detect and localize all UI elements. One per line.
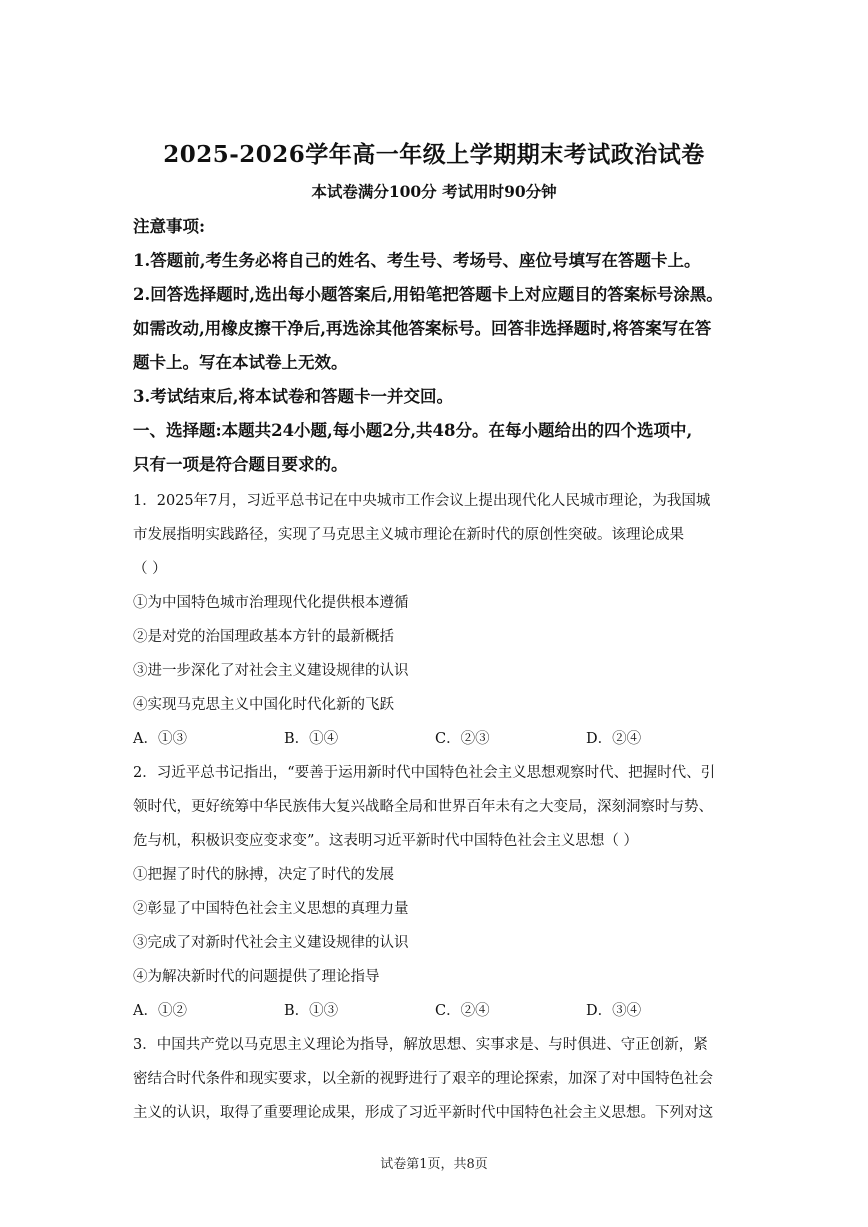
section-heading-line: 一、选择题:本题共24小题,每小题2分,共48分。在每小题给出的四个选项中, xyxy=(133,421,693,440)
question-1 xyxy=(133,484,753,756)
answer-options xyxy=(133,722,753,756)
section-heading-line: 只有一项是符合题目要求的。 xyxy=(133,455,348,474)
statement: ④为解决新时代的问题提供了理论指导 xyxy=(133,969,380,985)
instruction-line: 如需改动,用橡皮擦干净后,再选涂其他答案标号。回答非选择题时,将答案写在答 xyxy=(133,319,712,338)
exam-title: 2025-2026学年高一年级上学期期末考试政治试卷 xyxy=(163,141,705,168)
page-footer: 试卷第1页，共8页 xyxy=(380,1157,488,1172)
option-b: B．①③ xyxy=(284,1003,339,1019)
section-heading xyxy=(133,414,753,482)
instruction-line: 3.考试结束后,将本试卷和答题卡一并交回。 xyxy=(133,387,453,406)
option-c: C．②④ xyxy=(435,1003,490,1019)
question-stem: 2．习近平总书记指出，“要善于运用新时代中国特色社会主义思想观察时代、把握时代、引 xyxy=(133,765,716,781)
statement: ③进一步深化了对社会主义建设规律的认识 xyxy=(133,663,409,679)
statement: ①为中国特色城市治理现代化提供根本遵循 xyxy=(133,595,409,611)
question-stem: 危与机，积极识变应变求变”。这表明习近平新时代中国特色社会主义思想（ ） xyxy=(133,833,639,849)
option-a: A．①② xyxy=(133,1003,187,1019)
instruction-line: 题卡上。写在本试卷上无效。 xyxy=(133,353,348,372)
option-c: C．②③ xyxy=(435,731,490,747)
instruction-line: 2.回答选择题时,选出每小题答案后,用铅笔把答题卡上对应题目的答案标号涂黑。 xyxy=(133,285,723,304)
statement: ①把握了时代的脉搏，决定了时代的发展 xyxy=(133,867,394,883)
statement: ③完成了对新时代社会主义建设规律的认识 xyxy=(133,935,409,951)
statement: ④实现马克思主义中国化时代化新的飞跃 xyxy=(133,697,394,713)
question-stem: 主义的认识，取得了重要理论成果，形成了习近平新时代中国特色社会主义思想。下列对这 xyxy=(133,1105,713,1121)
question-stem: 市发展指明实践路径，实现了马克思主义城市理论在新时代的原创性突破。该理论成果 xyxy=(133,527,684,543)
answer-options xyxy=(133,994,753,1028)
option-a: A．①③ xyxy=(133,731,187,747)
option-d: D．②④ xyxy=(586,731,642,747)
question-stem: 密结合时代条件和现实要求，以全新的视野进行了艰辛的理论探索，加深了对中国特色社会 xyxy=(133,1071,713,1087)
option-d: D．③④ xyxy=(586,1003,642,1019)
statement: ②彰显了中国特色社会主义思想的真理力量 xyxy=(133,901,409,917)
statement: ②是对党的治国理政基本方针的最新概括 xyxy=(133,629,394,645)
question-3 xyxy=(133,1028,753,1130)
question-stem: 3．中国共产党以马克思主义理论为指导，解放思想、实事求是、与时俱进、守正创新，紧 xyxy=(133,1037,708,1053)
option-b: B．①④ xyxy=(284,731,339,747)
instructions-heading: 注意事项: xyxy=(133,217,206,236)
question-stem: （ ） xyxy=(133,561,167,577)
instruction-line: 1.答题前,考生务必将自己的姓名、考生号、考场号、座位号填写在答题卡上。 xyxy=(133,251,701,270)
exam-subtitle: 本试卷满分100分 考试用时90分钟 xyxy=(311,182,557,201)
instructions xyxy=(133,210,753,414)
question-2 xyxy=(133,756,753,1028)
question-stem: 领时代，更好统筹中华民族伟大复兴战略全局和世界百年未有之大变局，深刻洞察时与势、 xyxy=(133,799,713,815)
question-stem: 1．2025年7月，习近平总书记在中央城市工作会议上提出现代化人民城市理论，为我国城 xyxy=(133,493,711,509)
